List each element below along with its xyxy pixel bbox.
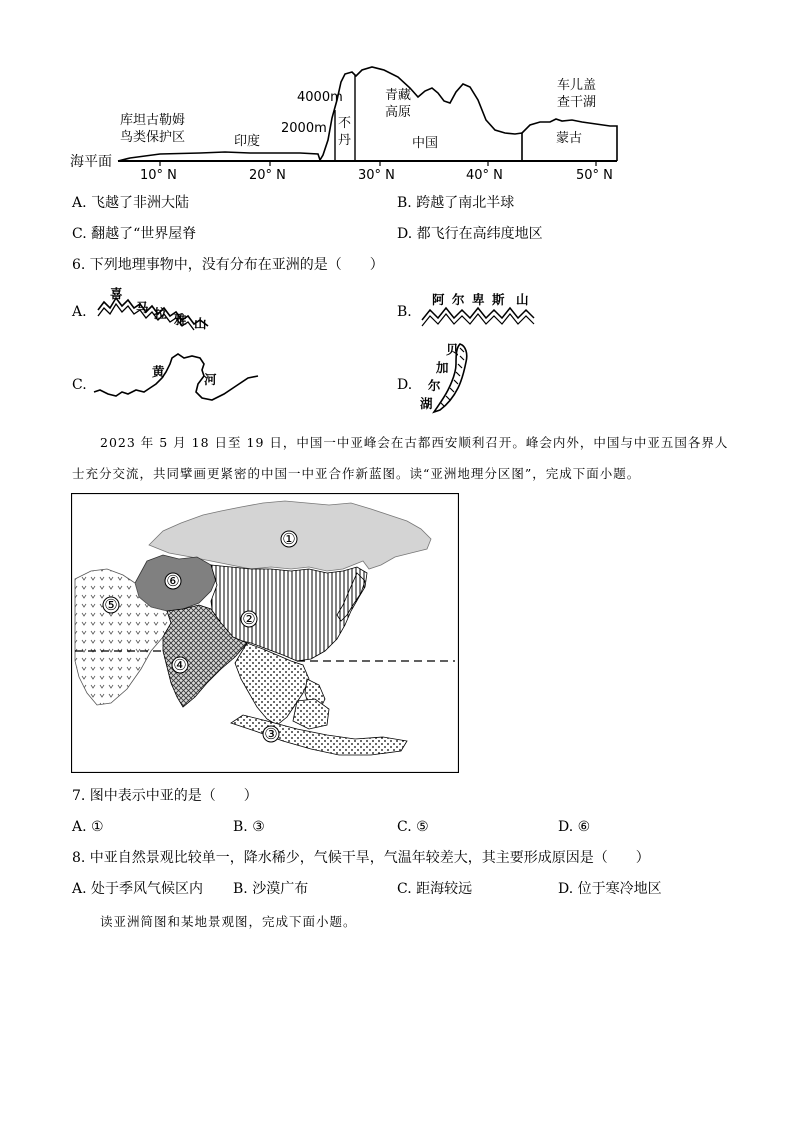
q7-option-a[interactable] [72,818,104,836]
label-char: 卑 [472,292,486,307]
q8-stem: 8. 中亚自然景观比较单一，降水稀少，气候干旱，气温年较差大，其主要形成原因是（ ） [72,850,650,866]
q8-option-d[interactable] [558,880,662,898]
region-number-4 [172,656,188,674]
svg-text:②: ② [242,610,256,628]
label-char: 喜 [110,286,124,301]
china-label: 中国 [412,136,439,151]
q6-option-c-yellow-river-image[interactable] [92,350,260,408]
q8-option-a[interactable] [72,880,203,898]
region-number-6 [165,572,181,590]
bhutan-label-line2: 丹 [338,133,352,148]
asia-regions-map [71,493,459,773]
q8-option-b[interactable] [233,880,308,898]
option-text: ⑥ [577,819,591,835]
option-text: 位于寒冷地区 [577,881,662,897]
q6-option-d-letter[interactable]: D. [397,377,413,393]
svg-text:③: ③ [264,725,278,743]
option-letter: D. [397,226,413,242]
bhutan-label-line1: 不 [338,116,352,131]
option-letter: A. [72,819,87,835]
option-letter: B. [397,195,412,211]
kutan-label-line2: 鸟类保护区 [120,130,186,145]
q7-stem: 7. 图中表示中亚的是（ ） [72,788,258,804]
option-letter: D. [558,819,574,835]
label-char: 山 [194,316,208,331]
label-char: 斯 [492,292,506,307]
lat-20n-label: 20° N [249,168,286,183]
footer-intro: 读亚洲简图和某地景观图，完成下面小题。 [100,914,357,929]
mongolia-label: 蒙古 [556,131,583,146]
india-label: 印度 [234,134,261,149]
intro-line-2: 士充分交流，共同擘画更紧密的中国一中亚合作新蓝图。读“亚洲地理分区图”，完成下面小题。 [72,466,641,481]
svg-text:④: ④ [173,656,187,674]
label-char: 加 [436,360,450,375]
option-text: ③ [252,819,265,835]
elevation-profile [0,0,794,190]
lat-30n-label: 30° N [358,168,395,183]
river-icon [92,350,260,408]
svg-text:⑤: ⑤ [104,596,118,614]
option-letter: C. [397,819,412,835]
elevation-4000-label: 4000m [297,90,343,105]
q5-option-d[interactable] [397,225,543,243]
label-char: 尔 [428,378,442,393]
label-char: 黄 [152,364,166,379]
label-char: 湖 [420,396,434,411]
option-text: 沙漠广布 [252,881,309,897]
asia-map-svg [71,493,459,773]
lat-50n-label: 50° N [576,168,613,183]
plateau-label-line1: 青藏 [385,88,412,103]
option-letter: D. [558,881,574,897]
option-text: 处于季风气候区内 [91,881,204,897]
q7-option-b[interactable] [233,818,265,836]
label-char: 尔 [452,292,466,307]
option-text: 都飞行在高纬度地区 [416,226,543,242]
svg-text:⑥: ⑥ [166,572,180,590]
option-text: 跨越了南北半球 [416,195,515,211]
region-number-3 [263,725,279,743]
mountain-range-icon [420,290,536,328]
q6-option-c-letter[interactable]: C. [72,377,87,393]
option-text: ⑤ [416,819,429,835]
label-char: 雅 [174,312,188,327]
lat-10n-label: 10° N [140,168,177,183]
q8-option-c[interactable] [397,880,472,898]
option-text: 距海较远 [416,881,473,897]
plateau-label-line2: 高原 [385,105,412,120]
lat-40n-label: 40° N [466,168,503,183]
label-char: 马 [136,300,150,315]
q7-option-c[interactable] [397,818,429,836]
q6-option-b-letter[interactable]: B. [397,304,412,320]
option-letter: B. [233,819,248,835]
svg-text:①: ① [282,530,296,548]
option-letter: C. [397,881,412,897]
region-number-2 [241,610,257,628]
q6-stem: 6. 下列地理事物中，没有分布在亚洲的是（ ） [72,257,384,273]
option-text: ① [91,819,104,835]
option-letter: A. [72,195,87,211]
elevation-2000-label: 2000m [281,121,327,136]
q5-option-c[interactable] [72,225,196,243]
option-letter: C. [72,226,87,242]
sea-level-label: 海平面 [70,154,112,170]
q6-option-d-baikal-image[interactable] [416,340,476,416]
label-char: 贝 [446,342,460,357]
option-letter: B. [233,881,248,897]
q5-option-b[interactable] [397,194,514,212]
label-char: 阿 [432,292,446,307]
q7-option-d[interactable] [558,818,590,836]
lake-label-line2: 查干湖 [557,95,597,110]
label-char: 河 [204,372,218,387]
q6-option-a-letter[interactable]: A. [72,304,87,320]
lake-label-line1: 车儿盖 [557,78,597,93]
option-text: 翻越了“世界屋脊 [91,226,197,242]
region-number-5 [103,596,119,614]
region-number-1 [281,530,297,548]
q6-option-b-alps-image[interactable] [420,290,536,328]
label-char: 山 [516,292,530,307]
q5-option-a[interactable] [72,194,189,212]
label-char: 拉 [154,306,168,321]
intro-line-1: 2023 年 5 月 18 日至 19 日，中国一中亚峰会在古都西安顺利召开。峰会内外，中国与中亚五国各界人 [100,435,729,450]
q6-option-a-himalaya-image[interactable] [96,286,216,332]
kutan-label-line1: 库坦古勒姆 [120,113,186,128]
option-text: 飞越了非洲大陆 [91,195,190,211]
option-letter: A. [72,881,87,897]
